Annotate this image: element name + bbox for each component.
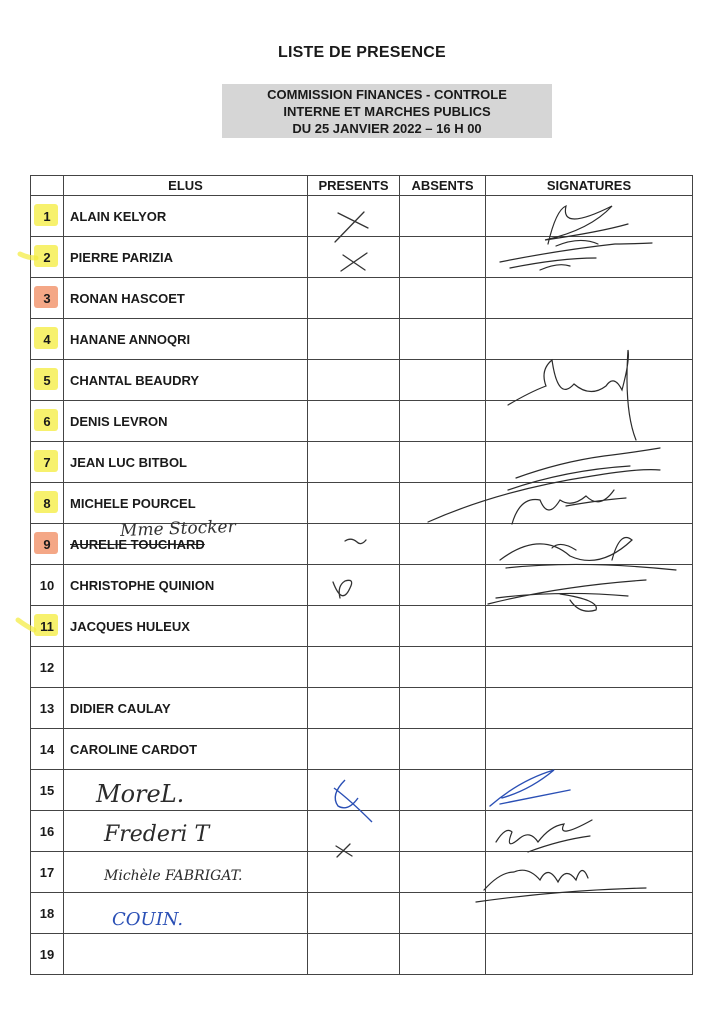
- elu-name-text: CHANTAL BEAUDRY: [70, 372, 200, 388]
- header-signatures: SIGNATURES: [486, 176, 693, 196]
- elu-name: [64, 647, 308, 688]
- signature-cell: [486, 770, 693, 811]
- row-number: [31, 770, 64, 811]
- row-number: [31, 319, 64, 360]
- row-number-text: 2: [43, 249, 51, 265]
- signature-cell: [486, 811, 693, 852]
- elu-name: [64, 360, 308, 401]
- table-row: [31, 729, 693, 770]
- row-number: [31, 524, 64, 565]
- elu-name-text: CHRISTOPHE QUINION: [70, 577, 215, 593]
- elu-name: [64, 278, 308, 319]
- row-number: [31, 401, 64, 442]
- meeting-header: [222, 84, 552, 138]
- row-number: [31, 647, 64, 688]
- row-number: [31, 852, 64, 893]
- row-number-text: 13: [39, 700, 55, 716]
- table-row: [31, 319, 693, 360]
- table-row: [31, 237, 693, 278]
- row-number-text: 5: [43, 372, 51, 388]
- presence-cell: [308, 196, 400, 237]
- signature-cell: [486, 565, 693, 606]
- elu-name: [64, 483, 308, 524]
- elu-name: [64, 401, 308, 442]
- presence-cell: [308, 688, 400, 729]
- row-number: [31, 278, 64, 319]
- row-number: [31, 606, 64, 647]
- table-row: [31, 483, 693, 524]
- elu-name: [64, 196, 308, 237]
- row-number: [31, 934, 64, 975]
- signature-cell: [486, 401, 693, 442]
- presence-cell: [308, 442, 400, 483]
- row-number-text: 18: [39, 905, 55, 921]
- absence-cell: [400, 360, 486, 401]
- presence-cell: [308, 647, 400, 688]
- row-number: [31, 196, 64, 237]
- table-row: [31, 688, 693, 729]
- absence-cell: [400, 729, 486, 770]
- presence-cell: [308, 729, 400, 770]
- presence-cell: [308, 483, 400, 524]
- signature-cell: [486, 319, 693, 360]
- elu-name: [64, 606, 308, 647]
- row-number-text: 4: [43, 331, 51, 347]
- presence-cell: [308, 893, 400, 934]
- table-row: [31, 401, 693, 442]
- elu-name-text: ALAIN KELYOR: [70, 208, 167, 224]
- absence-cell: [400, 688, 486, 729]
- row-number: [31, 237, 64, 278]
- presence-cell: [308, 852, 400, 893]
- elu-name-text: MICHELE POURCEL: [70, 495, 196, 511]
- handwritten-name-15: MoreL.: [96, 780, 185, 808]
- table-row: [31, 360, 693, 401]
- row-number-text: 16: [39, 823, 55, 839]
- elu-name: [64, 237, 308, 278]
- signature-cell: [486, 278, 693, 319]
- elu-name-text: CAROLINE CARDOT: [70, 741, 198, 757]
- elu-name: [64, 688, 308, 729]
- header-presents: PRESENTS: [308, 176, 400, 196]
- presence-cell: [308, 811, 400, 852]
- table-row: [31, 606, 693, 647]
- row-number-text: 15: [39, 782, 55, 798]
- row-number: [31, 483, 64, 524]
- signature-cell: [486, 442, 693, 483]
- elu-name-text: RONAN HASCOET: [70, 290, 185, 306]
- elu-name-text: DIDIER CAULAY: [70, 700, 171, 716]
- table-row: [31, 278, 693, 319]
- absence-cell: [400, 401, 486, 442]
- elu-name-text: PIERRE PARIZIA: [70, 249, 174, 265]
- meeting-line-1: COMMISSION FINANCES - CONTROLE: [267, 87, 507, 102]
- presence-cell: [308, 401, 400, 442]
- absence-cell: [400, 278, 486, 319]
- elu-name-text: AURELIE TOUCHARD: [70, 536, 205, 552]
- absence-cell: [400, 647, 486, 688]
- presence-cell: [308, 360, 400, 401]
- elu-name: [64, 442, 308, 483]
- row-number-text: 3: [43, 290, 51, 306]
- signature-cell: [486, 524, 693, 565]
- absence-cell: [400, 606, 486, 647]
- presence-cell: [308, 565, 400, 606]
- row-number-text: 17: [39, 864, 55, 880]
- signature-cell: [486, 606, 693, 647]
- signature-cell: [486, 934, 693, 975]
- header-absents: ABSENTS: [400, 176, 486, 196]
- row-number: [31, 442, 64, 483]
- presence-cell: [308, 934, 400, 975]
- row-number-text: 1: [43, 208, 51, 224]
- table-row: [31, 647, 693, 688]
- absence-cell: [400, 524, 486, 565]
- row-number: [31, 688, 64, 729]
- row-number: [31, 893, 64, 934]
- presence-cell: [308, 278, 400, 319]
- presence-cell: [308, 319, 400, 360]
- presence-cell: [308, 770, 400, 811]
- elu-name: [64, 934, 308, 975]
- signature-cell: [486, 483, 693, 524]
- row-number: [31, 360, 64, 401]
- signature-cell: [486, 688, 693, 729]
- row-number-text: 19: [39, 946, 55, 962]
- row-number-text: 7: [43, 454, 51, 470]
- elu-name: [64, 319, 308, 360]
- meeting-line-3: DU 25 JANVIER 2022 – 16 H 00: [292, 121, 482, 136]
- attendance-table: [30, 175, 693, 975]
- row-number-text: 6: [43, 413, 51, 429]
- absence-cell: [400, 811, 486, 852]
- absence-cell: [400, 237, 486, 278]
- signature-cell: [486, 852, 693, 893]
- presence-cell: [308, 237, 400, 278]
- signature-cell: [486, 893, 693, 934]
- page-title: LISTE DE PRESENCE: [278, 44, 446, 61]
- elu-name-text: JACQUES HULEUX: [70, 618, 190, 634]
- presence-cell: [308, 606, 400, 647]
- absence-cell: [400, 319, 486, 360]
- signature-cell: [486, 360, 693, 401]
- handwritten-name-16: Frederi T: [104, 822, 210, 847]
- row-number: [31, 811, 64, 852]
- header-number: [31, 176, 64, 196]
- elu-name: [64, 565, 308, 606]
- absence-cell: [400, 893, 486, 934]
- elu-name-text: JEAN LUC BITBOL: [70, 454, 187, 470]
- handwritten-name-9: Mme Stocker: [119, 516, 237, 542]
- elu-name-text: HANANE ANNOQRI: [70, 331, 191, 347]
- absence-cell: [400, 852, 486, 893]
- absence-cell: [400, 483, 486, 524]
- row-number-text: 10: [39, 577, 55, 593]
- presence-cell: [308, 524, 400, 565]
- signature-cell: [486, 647, 693, 688]
- row-number-text: 14: [39, 741, 55, 757]
- header-elus: ELUS: [64, 176, 308, 196]
- absence-cell: [400, 196, 486, 237]
- row-number-text: 8: [43, 495, 51, 511]
- signature-cell: [486, 729, 693, 770]
- handwritten-name-18: COUIN.: [112, 909, 184, 930]
- row-number: [31, 729, 64, 770]
- elu-name: [64, 729, 308, 770]
- table-row: [31, 442, 693, 483]
- elu-name-text: DENIS LEVRON: [70, 413, 168, 429]
- row-number-text: 12: [39, 659, 55, 675]
- signature-cell: [486, 237, 693, 278]
- absence-cell: [400, 934, 486, 975]
- signature-cell: [486, 196, 693, 237]
- handwritten-name-17: Michèle FABRIGAT.: [104, 868, 243, 884]
- row-number: [31, 565, 64, 606]
- table-row: [31, 934, 693, 975]
- row-number-text: 9: [43, 536, 51, 552]
- absence-cell: [400, 565, 486, 606]
- elu-name: [64, 893, 308, 934]
- absence-cell: [400, 770, 486, 811]
- meeting-line-2: INTERNE ET MARCHES PUBLICS: [283, 104, 491, 119]
- absence-cell: [400, 442, 486, 483]
- row-number-text: 11: [40, 618, 54, 634]
- table-row: [31, 196, 693, 237]
- table-row: [31, 565, 693, 606]
